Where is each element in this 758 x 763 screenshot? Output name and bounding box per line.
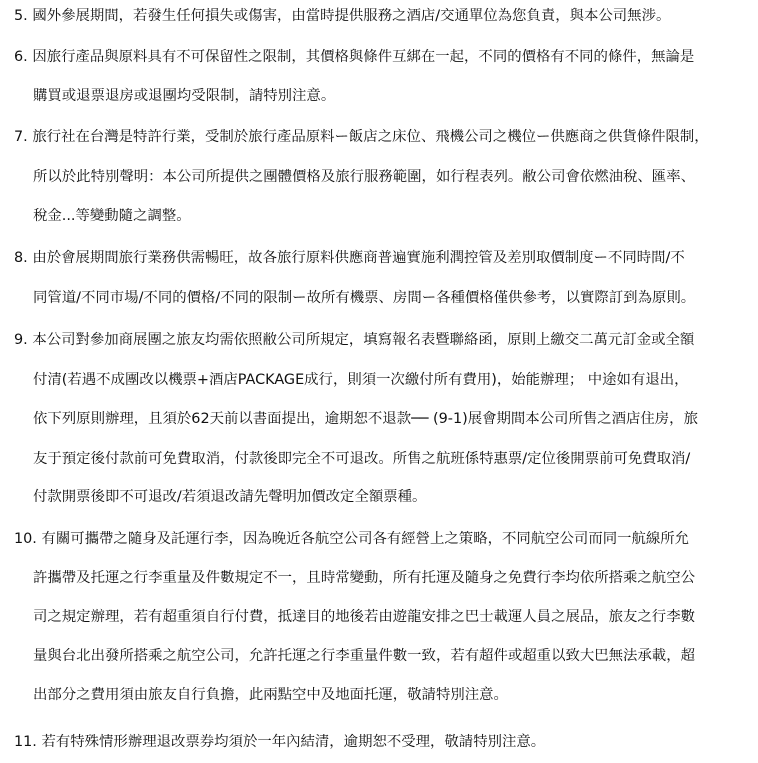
item-text: 付款開票後即不可退改/若須退改請先聲明加價改定全額票種。 bbox=[33, 489, 427, 505]
terms-line bbox=[33, 206, 191, 226]
terms-line bbox=[14, 330, 694, 350]
item-text: 付清(若遇不成團改以機票+酒店PACKAGE成行，則須一次繳付所有費用)，始能辦理； 中途如有退出， bbox=[33, 372, 689, 388]
item-number: 5. bbox=[14, 8, 28, 24]
terms-line bbox=[33, 449, 690, 469]
item-text: 同管道/不同市場/不同的價格/不同的限制ー故所有機票、房間ー各種價格僅供參考，以實際訂到為原則。 bbox=[33, 290, 696, 306]
item-number: 11. bbox=[14, 734, 37, 750]
terms-line bbox=[33, 86, 335, 106]
item-text: 若有特殊情形辦理退改票券均須於一年內結清，逾期恕不受理，敬請特別注意。 bbox=[41, 734, 546, 750]
item-number: 6. bbox=[14, 49, 28, 65]
terms-line bbox=[33, 646, 695, 666]
terms-line bbox=[33, 167, 695, 187]
item-text: 國外參展期間，若發生任何損失或傷害，由當時提供服務之酒店/交通單位為您負責，與本公司無涉。 bbox=[32, 8, 671, 24]
item-number: 7. bbox=[14, 129, 28, 145]
item-text: 因旅行產品與原料具有不可保留性之限制，其價格與條件互綁在一起，不同的價格有不同的條件，無論是 bbox=[32, 49, 695, 65]
terms-line bbox=[14, 529, 689, 549]
terms-line bbox=[33, 288, 695, 308]
item-text: 依下列原則辦理，且須於62天前以書面提出，逾期恕不退款── (9-1)展會期間本公司所售之酒店住房，旅 bbox=[33, 411, 698, 427]
terms-line bbox=[14, 6, 670, 26]
terms-line bbox=[33, 409, 698, 429]
item-text: 司之規定辦理，若有超重須自行付費，抵達目的地後若由遊龍安排之巴士載運人員之展品，旅友之行李數 bbox=[33, 609, 695, 625]
terms-line bbox=[33, 487, 426, 507]
terms-line bbox=[33, 370, 689, 390]
item-text: 出部分之費用須由旅友自行負擔，此兩點空中及地面托運，敬請特別注意。 bbox=[33, 687, 508, 703]
item-text: 旅行社在台灣是特許行業，受制於旅行產品原料ー飯店之床位、飛機公司之機位ー供應商之供貨條件限制， bbox=[32, 129, 709, 145]
item-text: 友于預定後付款前可免費取消，付款後即完全不可退改。所售之航班係特惠票/定位後開票前可免費取消/ bbox=[33, 451, 691, 467]
terms-line bbox=[33, 607, 695, 627]
item-text: 購買或退票退房或退團均受限制，請特別注意。 bbox=[33, 88, 336, 104]
item-number: 9. bbox=[14, 332, 28, 348]
item-text: 許攜帶及托運之行李重量及件數規定不一，且時常變動，所有托運及隨身之免費行李均依所搭乘之航空公 bbox=[33, 570, 695, 586]
item-text: 有關可攜帶之隨身及託運行李，因為晚近各航空公司各有經營上之策略，不同航空公司而同一航線所允 bbox=[41, 531, 690, 547]
terms-line bbox=[33, 685, 508, 705]
item-number: 8. bbox=[14, 250, 28, 266]
terms-line bbox=[14, 732, 545, 752]
terms-line bbox=[14, 248, 685, 268]
terms-line bbox=[14, 127, 709, 147]
item-text: 由於會展期間旅行業務供需暢旺，故各旅行原料供應商普遍實施利潤控管及差別取價制度ー不同時間/不 bbox=[32, 250, 685, 266]
item-number: 10. bbox=[14, 531, 37, 547]
item-text: 所以於此特別聲明：本公司所提供之團體價格及旅行服務範圍，如行程表列。敝公司會依燃油稅、匯率、 bbox=[33, 169, 695, 185]
item-text: 量與台北出發所搭乘之航空公司，允許托運之行李重量件數一致，若有超件或超重以致大巴無法承載，超 bbox=[33, 648, 695, 664]
terms-line bbox=[33, 568, 695, 588]
item-text: 稅金...等變動隨之調整。 bbox=[33, 208, 191, 224]
item-text: 本公司對參加商展團之旅友均需依照敝公司所規定，填寫報名表暨聯絡函，原則上繳交二萬元訂金或全額 bbox=[32, 332, 695, 348]
terms-line bbox=[14, 47, 694, 67]
